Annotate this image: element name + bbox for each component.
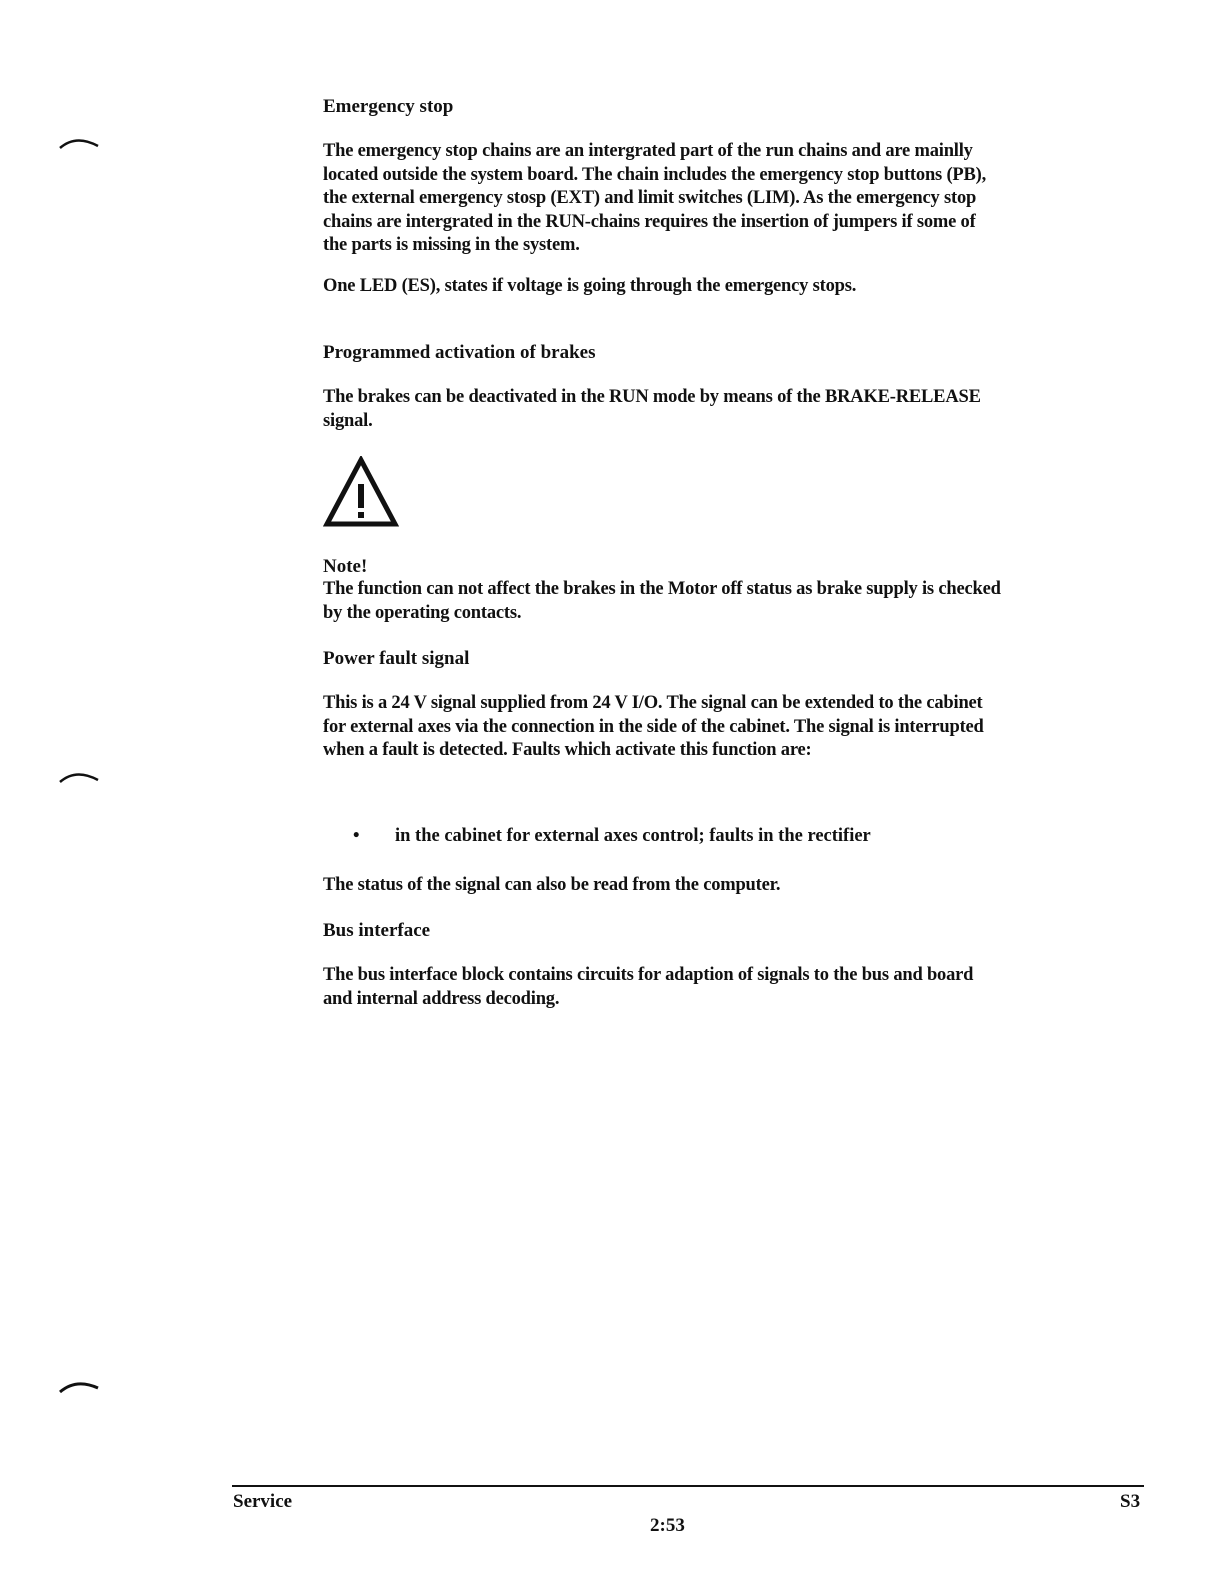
text-line: The function can not affect the brakes in the Motor off status as brake supply is checked	[323, 579, 1001, 599]
heading-power-fault: Power fault signal	[323, 648, 470, 669]
emergency-stop-paragraph	[323, 140, 1113, 258]
led-paragraph	[323, 275, 1113, 299]
binder-mark-icon	[58, 766, 100, 786]
text-line: and internal address decoding.	[323, 988, 560, 1009]
heading-bus-interface: Bus interface	[323, 920, 431, 941]
text-line: by the operating contacts.	[323, 602, 522, 623]
text-line: The status of the signal can also be read from the computer.	[323, 875, 781, 895]
text-line: The brakes can be deactivated in the RUN mode by means of the BRAKE-RELEASE	[323, 387, 981, 407]
note-paragraph	[323, 578, 1113, 625]
warning-triangle-icon	[323, 456, 399, 528]
text-line: the parts is missing in the system.	[323, 235, 580, 255]
binder-mark-icon	[58, 1376, 100, 1396]
text-line: located outside the system board. The chain includes the emergency stop buttons (PB),	[323, 164, 987, 185]
text-line: signal.	[323, 410, 373, 431]
bullet-text: in the cabinet for external axes control; faults in the rectifier	[395, 826, 871, 846]
page-number: 2:53	[650, 1515, 685, 1536]
text-line: One LED (ES), states if voltage is going through the emergency stops.	[323, 276, 857, 296]
text-line: The bus interface block contains circuits for adaption of signals to the bus and board	[323, 965, 974, 985]
heading-emergency-stop: Emergency stop	[323, 96, 454, 117]
footer-section-label: Service	[233, 1491, 293, 1512]
text-line: when a fault is detected. Faults which activate this function are:	[323, 740, 812, 760]
bus-interface-paragraph	[323, 964, 1113, 1011]
power-fault-paragraph	[323, 692, 1113, 763]
text-line: for external axes via the connection in the side of the cabinet. The signal is interrupted	[323, 716, 984, 737]
bullet-icon: •	[353, 826, 360, 846]
list-item	[353, 826, 871, 847]
text-line: chains are intergrated in the RUN-chains requires the insertion of jumpers if some of	[323, 211, 976, 232]
footer-doc-code: S3	[1120, 1491, 1141, 1512]
status-paragraph	[323, 874, 1113, 898]
text-line: This is a 24 V signal supplied from 24 V I/O. The signal can be extended to the cabinet	[323, 693, 983, 713]
text-line: the external emergency stosp (EXT) and limit switches (LIM). As the emergency stop	[323, 188, 977, 208]
text-line: The emergency stop chains are an intergrated part of the run chains and are mainlly	[323, 141, 973, 161]
brakes-paragraph	[323, 386, 1113, 433]
heading-brakes: Programmed activation of brakes	[323, 342, 596, 363]
footer-divider	[232, 1485, 1144, 1487]
binder-mark-icon	[58, 132, 100, 152]
note-label: Note!	[323, 556, 368, 577]
